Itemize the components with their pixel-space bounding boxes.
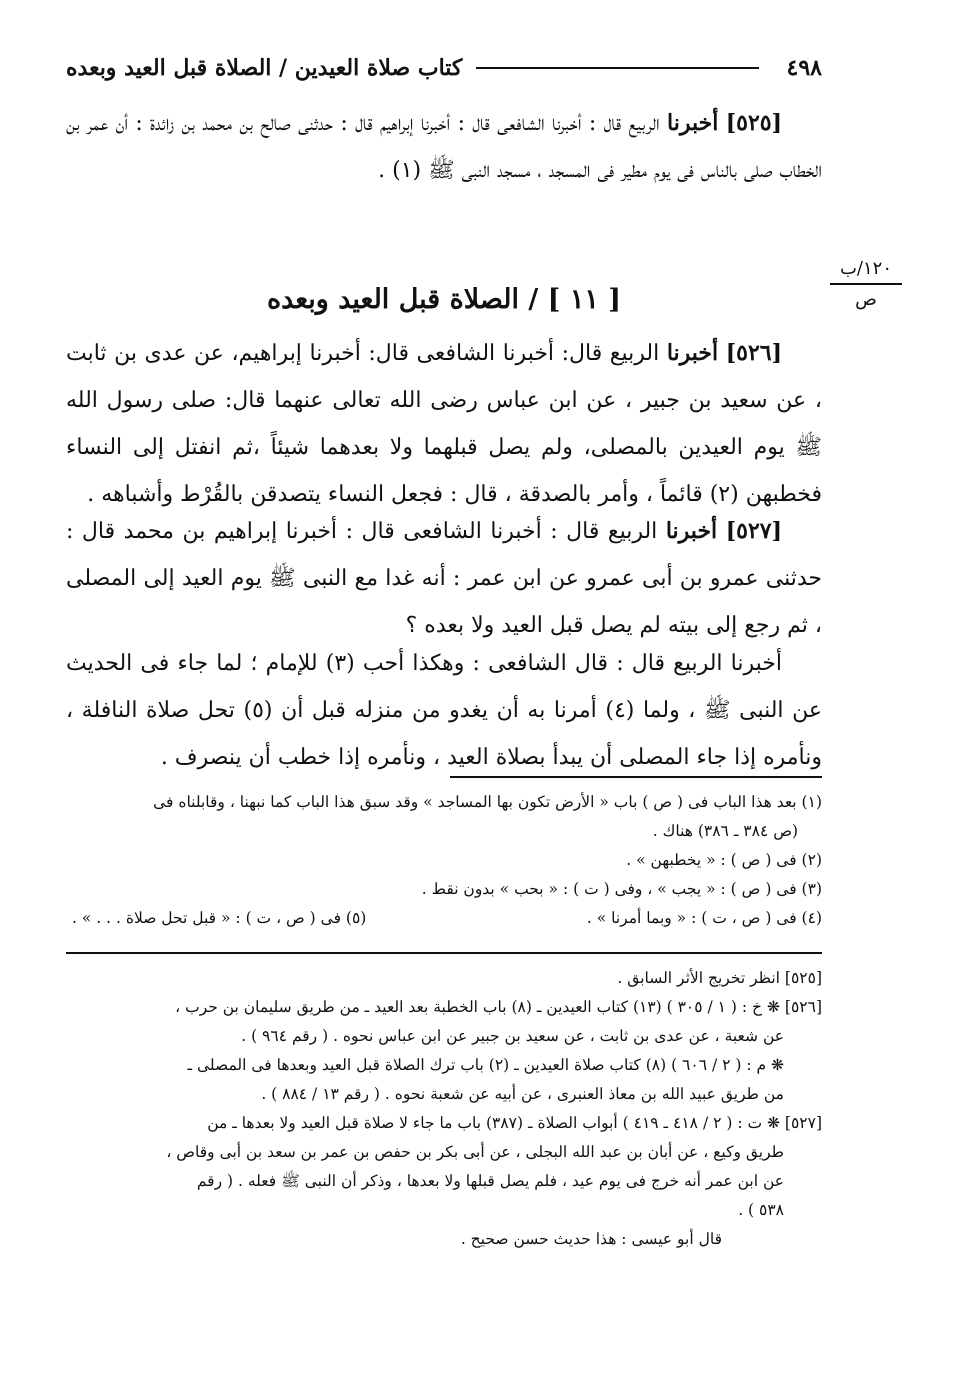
header-rule <box>476 67 758 69</box>
shafii-commentary <box>66 640 822 781</box>
source-526-line2: عن شعبة ، عن عدى بن ثابت ، عن سعيد بن جبير عن ابن عباس نحوه . ( رقم ٩٦٤ ) . <box>241 1027 784 1045</box>
page-number: ٤٩٨ <box>786 55 822 81</box>
source-526-line3: ❋ م : ( ٢ / ٦٠٦ ) (٨) كتاب صلاة العيدين ـ (٢) باب ترك الصلاة قبل العيد وبعدها فى المصلى ـ <box>187 1056 784 1074</box>
sources-separator <box>66 952 822 954</box>
source-527-line2: طريق وكيع ، عن أبان بن عبد الله البجلى ، عن أبى بكر بن حفص بن عمر بن سعد بن أبى وقاص ، <box>166 1143 784 1161</box>
running-header <box>66 50 822 86</box>
takhrij-sources <box>66 964 822 1254</box>
running-title: كتاب صلاة العيدين / الصلاة قبل العيد وبعده <box>66 55 463 81</box>
hadith-526 <box>66 330 822 518</box>
manuscript-margin-ref <box>826 258 906 310</box>
hadith-526-paragraph <box>66 330 822 518</box>
footnote-1-cont: (ص ٣٨٤ ـ ٣٨٦) هناك . <box>652 822 798 840</box>
margin-rule <box>830 283 902 285</box>
hadith-526-number: [٥٢٦] <box>725 340 783 366</box>
hadith-525 <box>66 100 822 194</box>
source-527-line3: عن ابن عمر أنه خرج فى يوم عيد ، فلم يصل قبلها ولا بعدها ، وذكر أن النبى ﷺ فعله . ( رقم <box>196 1172 784 1190</box>
hadith-527-number: [٥٢٧] <box>725 518 782 544</box>
hadith-525-lead: أخبرنا <box>667 110 719 136</box>
margin-siglum: ص <box>855 289 877 310</box>
footnote-4: (٤) فى ( ص ، ت ) : « وبما أمرنا » . <box>586 909 822 927</box>
hadith-526-lead: أخبرنا <box>666 340 719 366</box>
hadith-525-number: [٥٢٥] <box>725 110 782 136</box>
hadith-525-paragraph <box>66 100 822 194</box>
footnote-2: (٢) فى ( ص ) : « يخطبهن » . <box>626 851 822 869</box>
footnote-5: (٥) فى ( ص ، ت ) : « قبل تحل صلاة . . . » . <box>72 909 367 927</box>
shafii-paragraph: أخبرنا الربيع قال : قال الشافعى : وهكذا أحب (٣) للإمام ؛ لما جاء فى الحديث عن النبى ﷺ ، ولما (٤) أمرنا به أن يغدو من منزله قبل أن (٥) تحل صلاة النافلة ، ونأمره إذا جاء المصلى أن يبدأ بصلاة العيد ، ونأمره إذا خطب أن ينصرف . <box>66 651 822 770</box>
hadith-527-lead: أخبرنا <box>665 518 718 544</box>
margin-folio: ١٢٠/ب <box>839 258 893 279</box>
footnote-separator <box>450 776 822 778</box>
source-526-line1: [٥٢٦] ❋ خ : ( ١ / ٣٠٥ ) (١٣) كتاب العيدين ـ (٨) باب الخطبة بعد العيد ـ من طريق سليمان بن حرب ، <box>175 998 822 1016</box>
source-527-verdict: قال أبو عيسى : هذا حديث حسن صحيح . <box>460 1230 722 1248</box>
section-title: [ ١١ ] / الصلاة قبل العيد وبعده <box>266 284 622 315</box>
hadith-527-text: الربيع قال : أخبرنا الشافعى قال : أخبرنا إبراهيم بن محمد قال : حدثنى عمرو بن أبى عمرو عن ابن عمر : أنه غدا مع النبى ﷺ يوم العيد إلى المصلى ، ثم رجع إلى بيته لم يصل قبل العيد ولا بعده ؟ <box>66 519 822 638</box>
hadith-525-text: الربيع قال : أخبرنا الشافعى قال : أخبرنا إبراهيم قال : حدثنى صالح بن محمد بن زائدة : أن عمر بن الخطاب صلى بالناس فى يوم مطير فى المسجد ، مسجد النبى ﷺ (١) . <box>66 111 822 183</box>
footnote-4-5-row <box>66 904 822 933</box>
footnote-3: (٣) فى ( ص ) : « يجب » ، وفى ( ت ) : « بحب » بدون نقط . <box>421 880 822 898</box>
hadith-527 <box>66 508 822 649</box>
source-527-line4: ٥٣٨ ) . <box>738 1201 784 1219</box>
source-527-line1: [٥٢٧] ❋ ت : ( ٢ / ٤١٨ ـ ٤١٩ ) أبواب الصلاة ـ (٣٨٧) باب ما جاء لا صلاة قبل العيد ولا بعدها ـ من <box>207 1114 822 1132</box>
hadith-526-text: الربيع قال: أخبرنا الشافعى قال: أخبرنا إبراهيم، عن عدى بن ثابت ، عن سعيد بن جبير ، عن ابن عباس رضى الله تعالى عنهما قال: صلى رسول الله ﷺ يوم العيدين بالمصلى، ولم يصل قبلهما ولا بعدهما شيئاً ،ثم انفتل إلى النساء فخطبهن (٢) قائماً ، وأمر بالصدقة ، قال : فجعل النساء يتصدقن بالقُرْط وأشباهه . <box>66 341 822 507</box>
footnote-1: (١) بعد هذا الباب فى ( ص ) باب « الأرض تكون بها المساجد » وقد سبق هذا الباب كما نبهنا ، وقابلناه فى <box>153 793 822 811</box>
source-525: [٥٢٥] انظر تخريج الأثر السابق . <box>617 969 822 987</box>
source-526-line4: من طريق عبيد الله بن معاذ العنبرى ، عن أبيه عن شعبة نحوه . ( رقم ١٣ / ٨٨٤ ) . <box>261 1085 784 1103</box>
hadith-527-paragraph <box>66 508 822 649</box>
footnotes <box>66 788 822 933</box>
